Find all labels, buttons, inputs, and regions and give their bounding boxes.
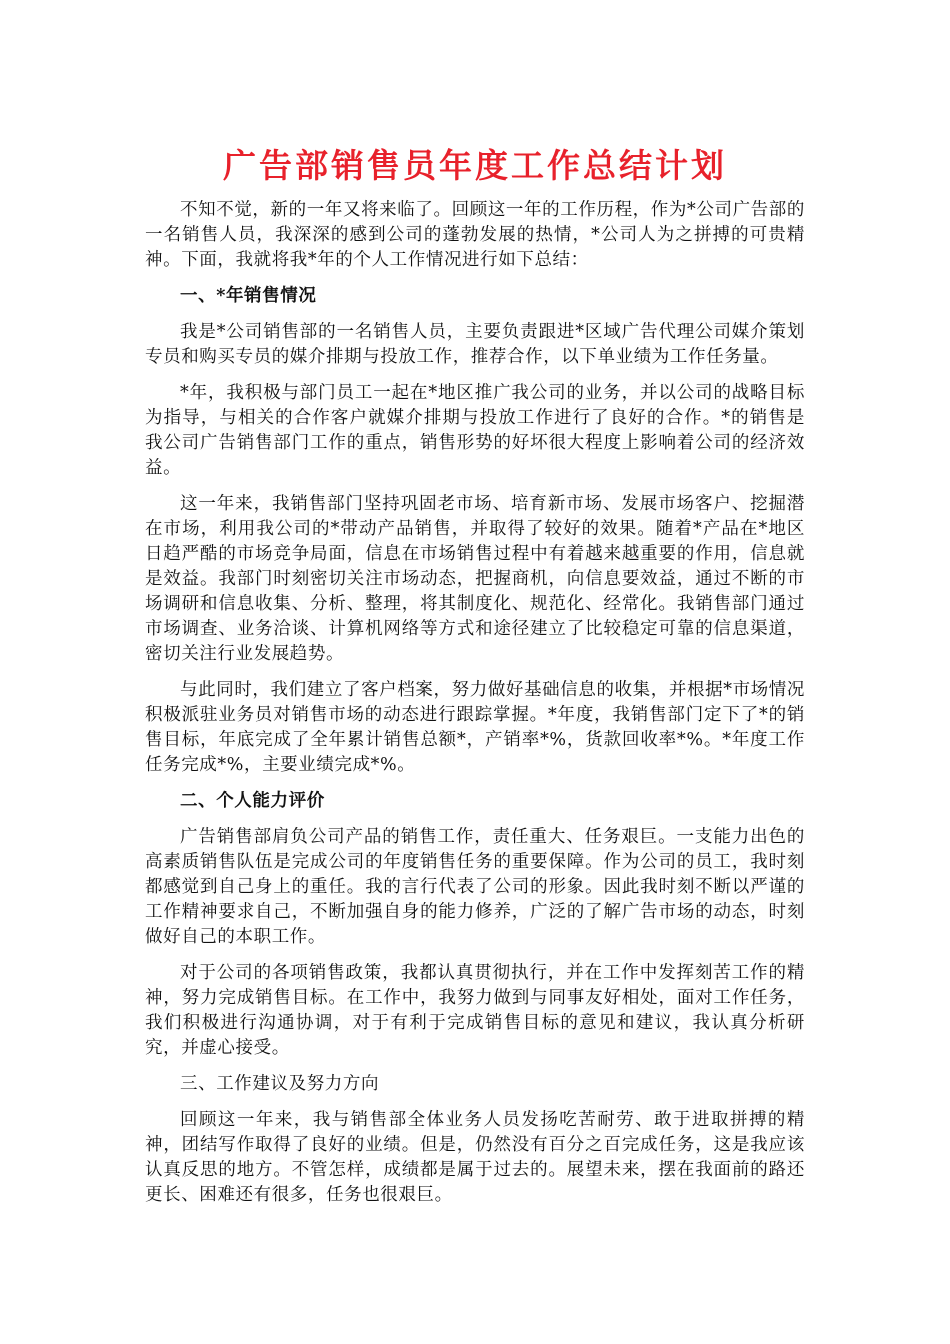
section3-paragraph-1: 回顾这一年来，我与销售部全体业务人员发扬吃苦耐劳、敢于进取拼搏的精神，团结写作取得了良好的业绩。但是，仍然没有百分之百完成任务，这是我应该认真反思的地方。不管怎样，成绩都是属于过去的。展望未来，摆在我面前的路还更长、困难还有很多，任务也很艰巨。 [145,1110,805,1205]
intro-paragraph: 不知不觉，新的一年又将来临了。回顾这一年的工作历程，作为*公司广告部的一名销售人员，我深深的感到公司的蓬勃发展的热情，*公司人为之拼搏的可贵精神。下面，我就将我*年的个人工作情况进行如下总结： [145,200,805,270]
section1-paragraph-1: 我是*公司销售部的一名销售人员，主要负责跟进*区域广告代理公司媒介策划专员和购买专员的媒介排期与投放工作，推荐合作，以下单业绩为工作任务量。 [145,322,805,367]
section1-paragraph-3: 这一年来，我销售部门坚持巩固老市场、培育新市场、发展市场客户、挖掘潜在市场，利用我公司的*带动产品销售，并取得了较好的效果。随着*产品在*地区日趋严酷的市场竞争局面，信息在市场销售过程中有着越来越重要的作用，信息就是效益。我部门时刻密切关注市场动态，把握商机，向信息要效益，通过不断的市场调研和信息收集、分析、整理，将其制度化、规范化、经常化。我销售部门通过市场调查、业务洽谈、计算机网络等方式和途径建立了比较稳定可靠的信息渠道，密切关注行业发展趋势。 [145,494,805,664]
document-title: 广告部销售员年度工作总结计划 [223,146,727,185]
section2-paragraph-2: 对于公司的各项销售政策，我都认真贯彻执行，并在工作中发挥刻苦工作的精神，努力完成销售目标。在工作中，我努力做到与同事友好相处，面对工作任务，我们积极进行沟通协调，对于有利于完成销售目标的意见和建议，我认真分析研究，并虚心接受。 [145,963,805,1058]
section1-heading: 一、*年销售情况 [180,286,317,306]
section1-paragraph-2: *年，我积极与部门员工一起在*地区推广我公司的业务，并以公司的战略目标为指导，与相关的合作客户就媒介排期与投放工作进行了良好的合作。*的销售是我公司广告销售部门工作的重点，销售形势的好坏很大程度上影响着公司的经济效益。 [145,383,805,478]
document-page [145,0,805,1208]
section2-paragraph-1: 广告销售部肩负公司产品的销售工作，责任重大、任务艰巨。一支能力出色的高素质销售队伍是完成公司的年度销售任务的重要保障。作为公司的员工，我时刻都感觉到自己身上的重任。我的言行代表了公司的形象。因此我时刻不断以严谨的工作精神要求自己，不断加强自身的能力修养，广泛的了解广告市场的动态，时刻做好自己的本职工作。 [145,827,805,947]
section1-paragraph-4: 与此同时，我们建立了客户档案，努力做好基础信息的收集，并根据*市场情况积极派驻业务员对销售市场的动态进行跟踪掌握。*年度，我销售部门定下了*的销售目标，年底完成了全年累计销售总额*，产销率*%，货款回收率*%。*年度工作任务完成*%，主要业绩完成*%。 [145,680,805,775]
section2-heading: 二、个人能力评价 [180,791,325,811]
section3-heading: 三、工作建议及努力方向 [180,1074,380,1094]
